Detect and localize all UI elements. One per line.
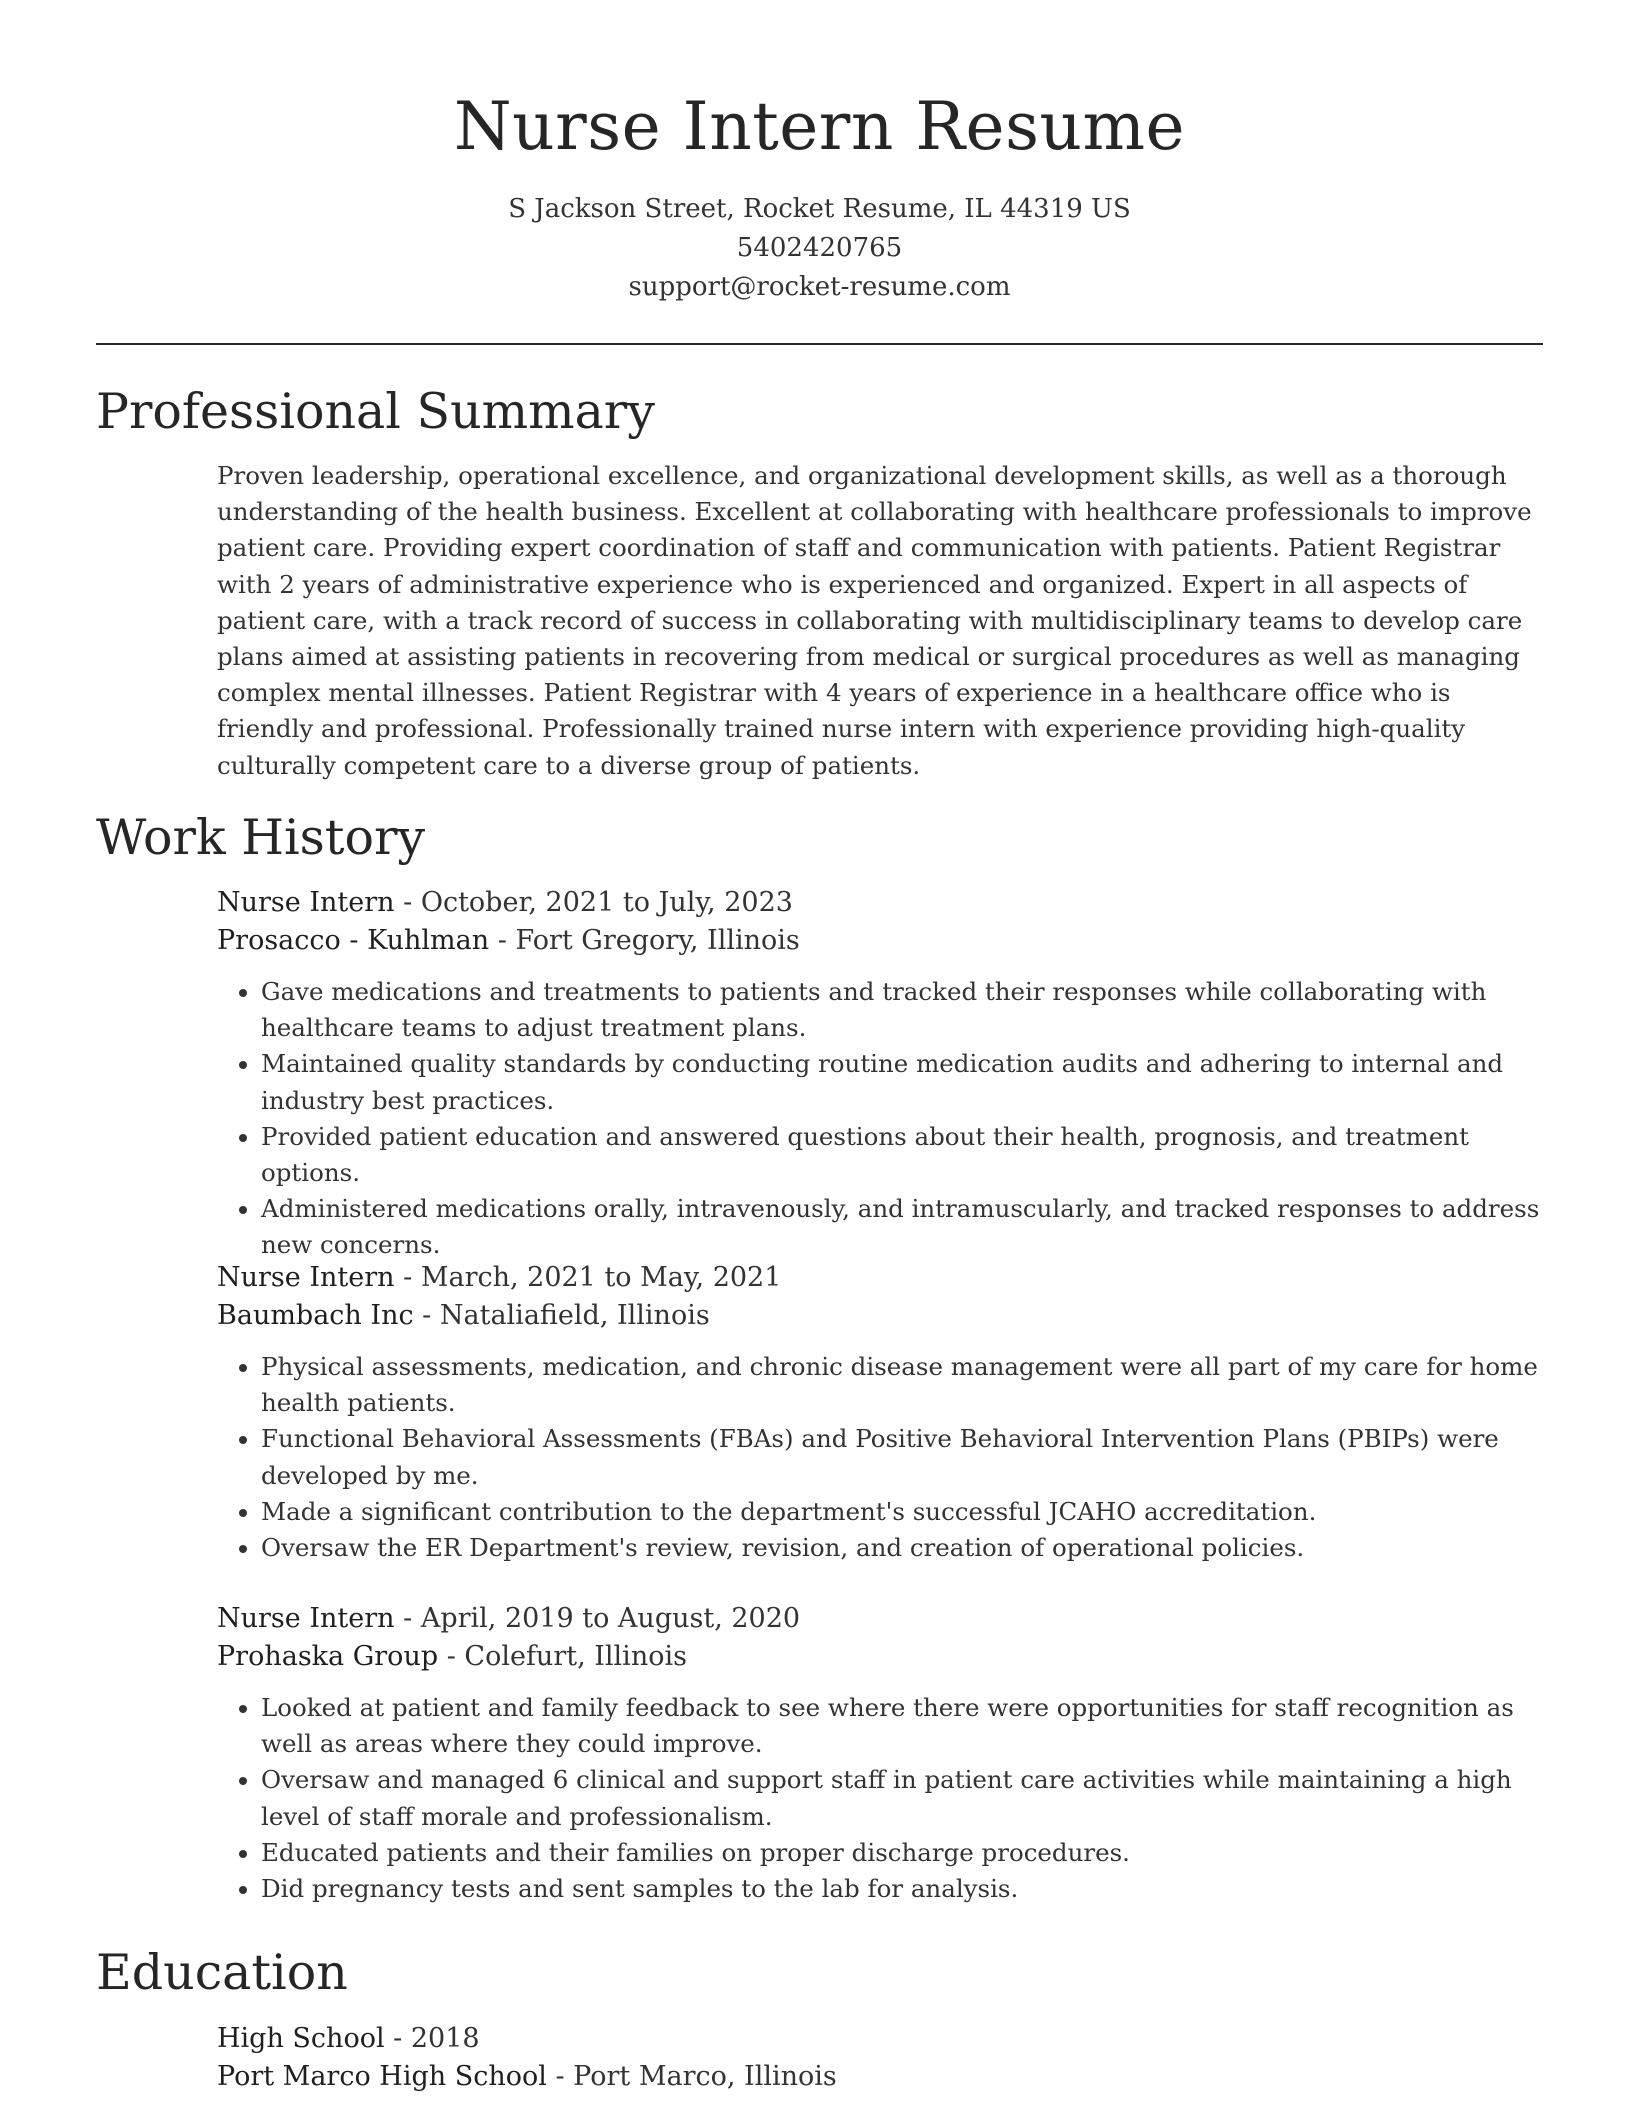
job-location: - Nataliafield, Illinois — [413, 1300, 710, 1331]
job-location: - Colefurt, Illinois — [438, 1641, 687, 1672]
contact-address: S Jackson Street, Rocket Resume, IL 44319 US — [508, 194, 1131, 224]
education-school-line — [217, 2058, 1543, 2096]
job-location: - Fort Gregory, Illinois — [489, 925, 800, 956]
job-bullet: • Educated patients and their families on proper discharge procedures. — [261, 1835, 1543, 1871]
job-bullet: • Oversaw the ER Department's review, revision, and creation of operational policies. — [261, 1530, 1543, 1566]
job-entry — [217, 1600, 1543, 1907]
job-company: Prohaska Group — [217, 1641, 439, 1672]
job-dates: - October, 2021 to July, 2023 — [394, 887, 793, 918]
summary-heading: Professional Summary — [96, 383, 655, 440]
contact-phone: 5402420765 — [736, 233, 903, 263]
education-degree: High School — [217, 2023, 385, 2054]
education-year: - 2018 — [384, 2023, 480, 2054]
job-bullet-list — [217, 1349, 1543, 1566]
job-title-line — [217, 884, 1543, 922]
header-divider — [96, 343, 1543, 345]
job-entry — [217, 1259, 1543, 1566]
work-history-heading: Work History — [96, 809, 426, 866]
job-bullet: • Physical assessments, medication, and chronic disease management were all part of my care for home health patients. — [261, 1349, 1543, 1421]
job-bullet: • Administered medications orally, intravenously, and intramuscularly, and tracked responses to address new concerns. — [261, 1191, 1543, 1263]
contact-block — [96, 190, 1543, 307]
job-company: Prosacco - Kuhlman — [217, 925, 490, 956]
job-company-line — [217, 1638, 1543, 1676]
job-entry — [217, 884, 1543, 1264]
job-title: Nurse Intern — [217, 1262, 395, 1293]
job-bullet: • Maintained quality standards by conducting routine medication audits and adhering to internal and industry best practices. — [261, 1046, 1543, 1118]
job-title: Nurse Intern — [217, 1603, 395, 1634]
summary-text: Proven leadership, operational excellence, and organizational development skills, as well as a thorough understanding of the health business. Excellent at collaborating with healthcare professionals to improve patient care. Providing expert coordination of staff and communication with patients. Patient Registrar with 2 years of administrative experience who is experienced and organized. Expert in all aspects of patient care, with a track record of success in collaborating with multidisciplinary teams to develop care plans aimed at assisting patients in recovering from medical or surgical procedures as well as managing complex mental illnesses. Patient Registrar with 4 years of experience in a healthcare office who is friendly and professional. Professionally trained nurse intern with experience providing high-quality culturally competent care to a diverse group of patients. — [217, 461, 1532, 780]
resume-title: Nurse Intern Resume — [453, 88, 1186, 165]
education-location: - Port Marco, Illinois — [546, 2061, 837, 2092]
contact-email: support@rocket-resume.com — [628, 272, 1011, 302]
job-dates: - April, 2019 to August, 2020 — [394, 1603, 801, 1634]
job-company-line — [217, 1297, 1543, 1335]
education-degree-line — [217, 2020, 1543, 2058]
job-bullet-list — [217, 974, 1543, 1264]
job-company: Baumbach Inc — [217, 1300, 414, 1331]
summary-section — [217, 458, 1543, 784]
education-entry — [217, 2020, 1543, 2096]
job-bullet: • Did pregnancy tests and sent samples to the lab for analysis. — [261, 1871, 1543, 1907]
job-title: Nurse Intern — [217, 887, 395, 918]
job-bullet: • Looked at patient and family feedback to see where there were opportunities for staff recognition as well as areas where they could improve. — [261, 1690, 1543, 1762]
job-bullet: • Provided patient education and answered questions about their health, prognosis, and treatment options. — [261, 1119, 1543, 1191]
job-title-line — [217, 1600, 1543, 1638]
job-dates: - March, 2021 to May, 2021 — [394, 1262, 782, 1293]
job-bullet-list — [217, 1690, 1543, 1907]
job-company-line — [217, 922, 1543, 960]
job-title-line — [217, 1259, 1543, 1297]
education-school: Port Marco High School — [217, 2061, 547, 2092]
job-bullet: • Gave medications and treatments to patients and tracked their responses while collaborating with healthcare teams to adjust treatment plans. — [261, 974, 1543, 1046]
job-bullet: • Functional Behavioral Assessments (FBAs) and Positive Behavioral Intervention Plans (PBIPs) were developed by me. — [261, 1421, 1543, 1493]
job-bullet: • Made a significant contribution to the department's successful JCAHO accreditation. — [261, 1494, 1543, 1530]
job-bullet: • Oversaw and managed 6 clinical and support staff in patient care activities while maintaining a high level of staff morale and professionalism. — [261, 1762, 1543, 1834]
education-heading: Education — [96, 1944, 348, 2001]
